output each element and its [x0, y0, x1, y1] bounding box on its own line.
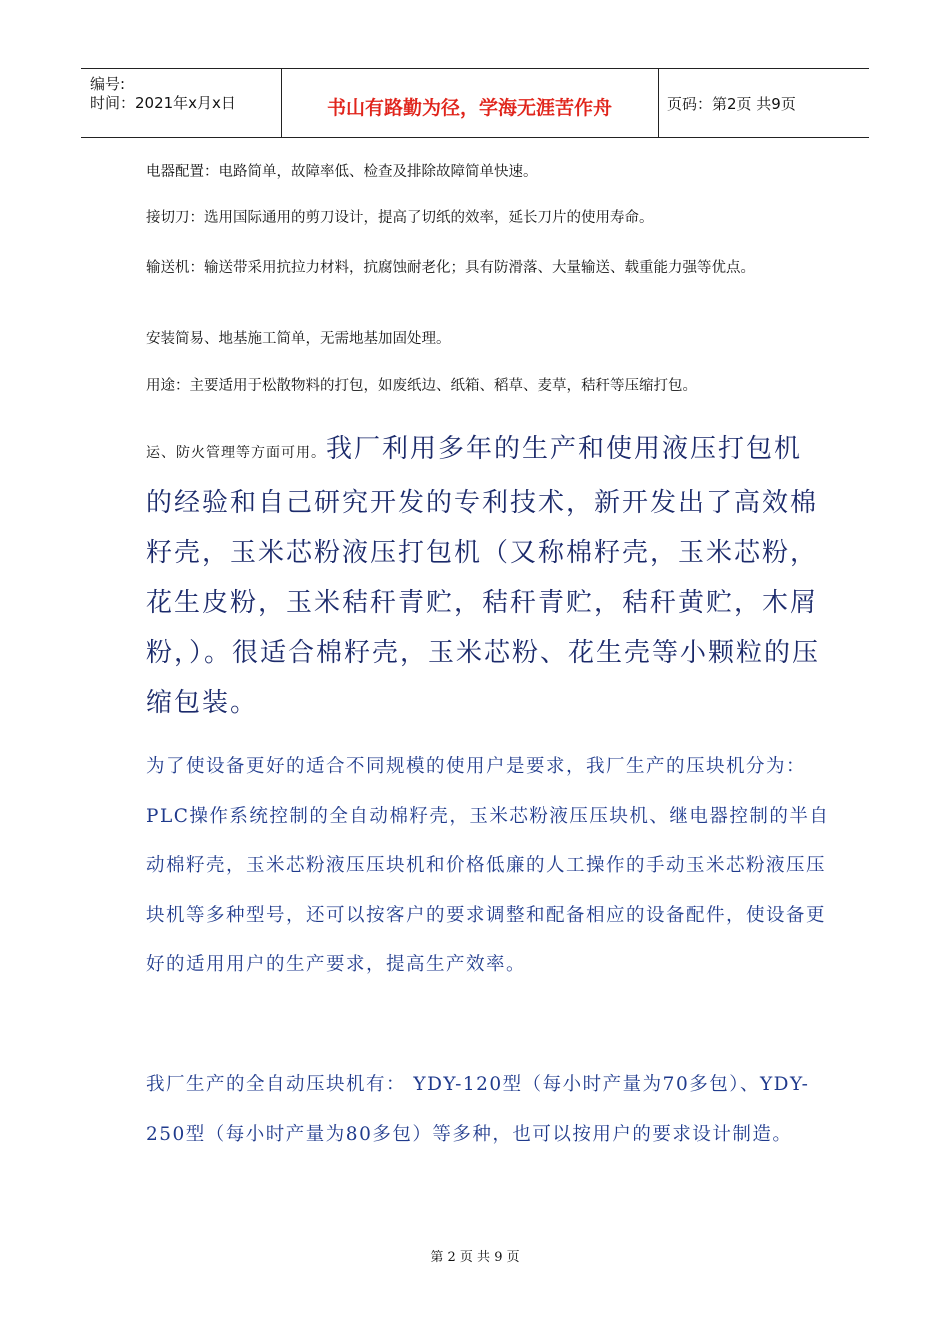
- document-date: 时间：2021年x月x日: [90, 94, 236, 112]
- header-info-cell: [81, 69, 282, 137]
- header-page-cell: [658, 69, 869, 137]
- header-motto: 书山有路勤为径，学海无涯苦作舟: [326, 97, 612, 119]
- paragraph-intro-lead: 运、防火管理等方面可用。: [146, 445, 326, 461]
- paragraph-installation: 安装简易、地基施工简单，无需地基加固处理。: [146, 331, 451, 347]
- paragraph-intro: [146, 424, 826, 728]
- document-number-label: 编号:: [90, 75, 126, 93]
- page-header: [81, 68, 869, 138]
- paragraph-electrical: 电器配置：电路简单，故障率低、检查及排除故障简单快速。: [146, 164, 538, 180]
- paragraph-intro-body: 我厂利用多年的生产和使用液压打包机的经验和自己研究开发的专利技术，新开发出了高效棉籽壳，玉米芯粉液压打包机（又称棉籽壳，玉米芯粉，花生皮粉，玉米秸秆青贮，秸秆青贮，秸秆黄贮，木屑粉，）。很适合棉籽壳，玉米芯粉、花生壳等小颗粒的压缩包装。: [146, 434, 821, 718]
- paragraph-models: 为了使设备更好的适合不同规模的使用户是要求，我厂生产的压块机分为：PLC操作系统控制的全自动棉籽壳，玉米芯粉液压压块机、继电器控制的半自动棉籽壳，玉米芯粉液压压块机和价格低廉的人工操作的手动玉米芯粉液压压块机等多种型号，还可以按客户的要求调整和配备相应的设备配件，使设备更好的适用用户的生产要求，提高生产效率。: [146, 756, 830, 975]
- paragraph-cutter: 接切刀：选用国际通用的剪刀设计，提高了切纸的效率，延长刀片的使用寿命。: [146, 210, 654, 226]
- page-footer: 第 2 页 共 9 页: [430, 1250, 520, 1265]
- header-motto-cell: [281, 69, 659, 137]
- header-page-code: 页码：第2页 共9页: [667, 95, 796, 113]
- paragraph-usage: 用途：主要适用于松散物料的打包，如废纸边、纸箱、稻草、麦草，秸秆等压缩打包。: [146, 378, 697, 394]
- paragraph-auto-machines: 我厂生产的全自动压块机有： YDY-120型（每小时产量为70多包）、YDY-250型（每小时产量为80多包）等多种，也可以按用户的要求设计制造。: [146, 1074, 810, 1145]
- paragraph-conveyor: 输送机：输送带采用抗拉力材料，抗腐蚀耐老化；具有防滑落、大量输送、载重能力强等优点。: [146, 260, 755, 276]
